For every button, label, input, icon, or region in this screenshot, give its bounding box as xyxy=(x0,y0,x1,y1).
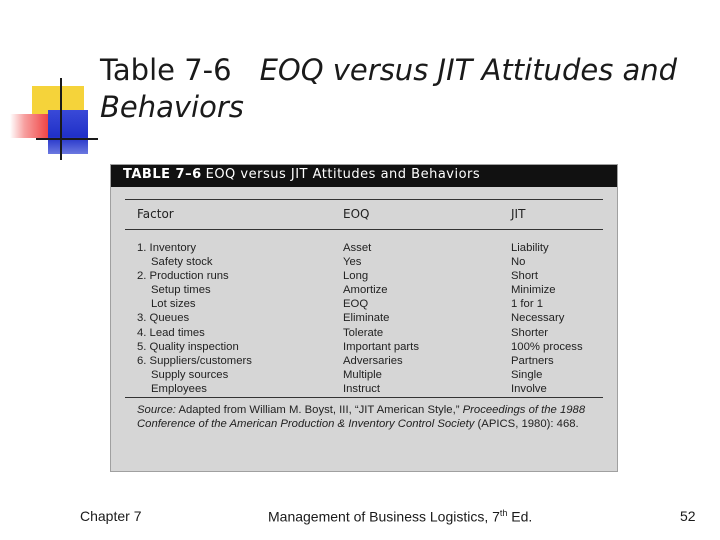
row-jit: Shorter xyxy=(511,326,549,339)
table-row xyxy=(111,241,617,255)
row-jit: Necessary xyxy=(511,312,565,325)
row-eoq: Eliminate xyxy=(343,312,390,325)
row-jit: Short xyxy=(511,270,539,283)
source-label: Source: xyxy=(137,404,176,416)
table-row xyxy=(111,368,617,382)
row-jit: Minimize xyxy=(511,284,556,297)
row-factor: 2. Production runs xyxy=(137,270,229,283)
vertical-line xyxy=(60,78,62,160)
header-factor: Factor xyxy=(137,207,174,221)
table-row xyxy=(111,255,617,269)
row-eoq: Long xyxy=(343,270,369,283)
source-end: (APICS, 1980): 468. xyxy=(474,418,579,430)
table-caption-label: TABLE 7–6 xyxy=(123,167,202,182)
top-rule xyxy=(125,199,603,200)
row-eoq: Amortize xyxy=(343,284,388,297)
row-jit: Involve xyxy=(511,382,547,395)
slide-title xyxy=(100,52,700,126)
footer-book-title: Management of Business Logistics, 7 xyxy=(268,508,500,525)
row-factor: Setup times xyxy=(151,284,211,297)
table-caption xyxy=(123,167,480,182)
table-row xyxy=(111,269,617,283)
table-row xyxy=(111,354,617,368)
header-rule xyxy=(125,229,603,230)
row-jit: 100% process xyxy=(511,340,583,353)
table-row xyxy=(111,326,617,340)
row-factor: 3. Queues xyxy=(137,312,190,325)
row-eoq: Multiple xyxy=(343,368,382,381)
blue-block xyxy=(48,110,88,154)
row-factor: 1. Inventory xyxy=(137,242,197,254)
table-source-note xyxy=(137,403,597,431)
table-row xyxy=(111,382,617,396)
footer-book-sup: th xyxy=(499,508,508,518)
row-jit: Partners xyxy=(511,354,554,367)
source-publication: Proceedings of the 1988 Conference of the American Production & Inventory Control Society xyxy=(137,404,586,430)
table-row xyxy=(111,311,617,325)
row-eoq: Tolerate xyxy=(343,326,384,339)
title-text: EOQ versus JIT Attitudes and Behaviors xyxy=(100,53,678,124)
table-row xyxy=(111,340,617,354)
table-caption-bar xyxy=(111,165,617,187)
row-jit: No xyxy=(511,256,526,269)
table-row xyxy=(111,297,617,311)
row-jit: 1 for 1 xyxy=(511,298,544,311)
row-eoq: Asset xyxy=(343,242,372,254)
horizontal-line xyxy=(36,138,98,140)
row-eoq: Important parts xyxy=(343,340,419,353)
row-eoq: Adversaries xyxy=(343,354,403,367)
row-factor: 4. Lead times xyxy=(137,326,205,339)
row-factor: 6. Suppliers/customers xyxy=(137,354,252,367)
footer-chapter: Chapter 7 xyxy=(80,508,142,524)
table-row xyxy=(111,283,617,297)
row-eoq: Instruct xyxy=(343,382,381,395)
footer-book-edition: Ed. xyxy=(507,508,533,525)
footer-book xyxy=(268,508,532,525)
source-text: Adapted from William M. Boyst, III, “JIT American Style,” xyxy=(175,404,463,416)
row-jit: Single xyxy=(511,368,543,381)
table-image xyxy=(110,164,618,472)
table-body xyxy=(111,241,617,396)
bottom-rule xyxy=(125,397,603,398)
header-eoq: EOQ xyxy=(343,207,370,221)
row-factor: 5. Quality inspection xyxy=(137,340,239,353)
row-factor: Employees xyxy=(151,382,207,395)
row-factor: Safety stock xyxy=(151,256,213,269)
title-number: Table 7-6 xyxy=(100,53,232,87)
header-jit: JIT xyxy=(511,207,526,221)
page-number: 52 xyxy=(680,508,696,524)
row-jit: Liability xyxy=(511,242,549,254)
row-eoq: Yes xyxy=(343,256,362,269)
row-factor: Lot sizes xyxy=(151,298,196,311)
table-caption-text: EOQ versus JIT Attitudes and Behaviors xyxy=(205,167,481,182)
row-eoq: EOQ xyxy=(343,298,369,311)
row-factor: Supply sources xyxy=(151,368,229,381)
